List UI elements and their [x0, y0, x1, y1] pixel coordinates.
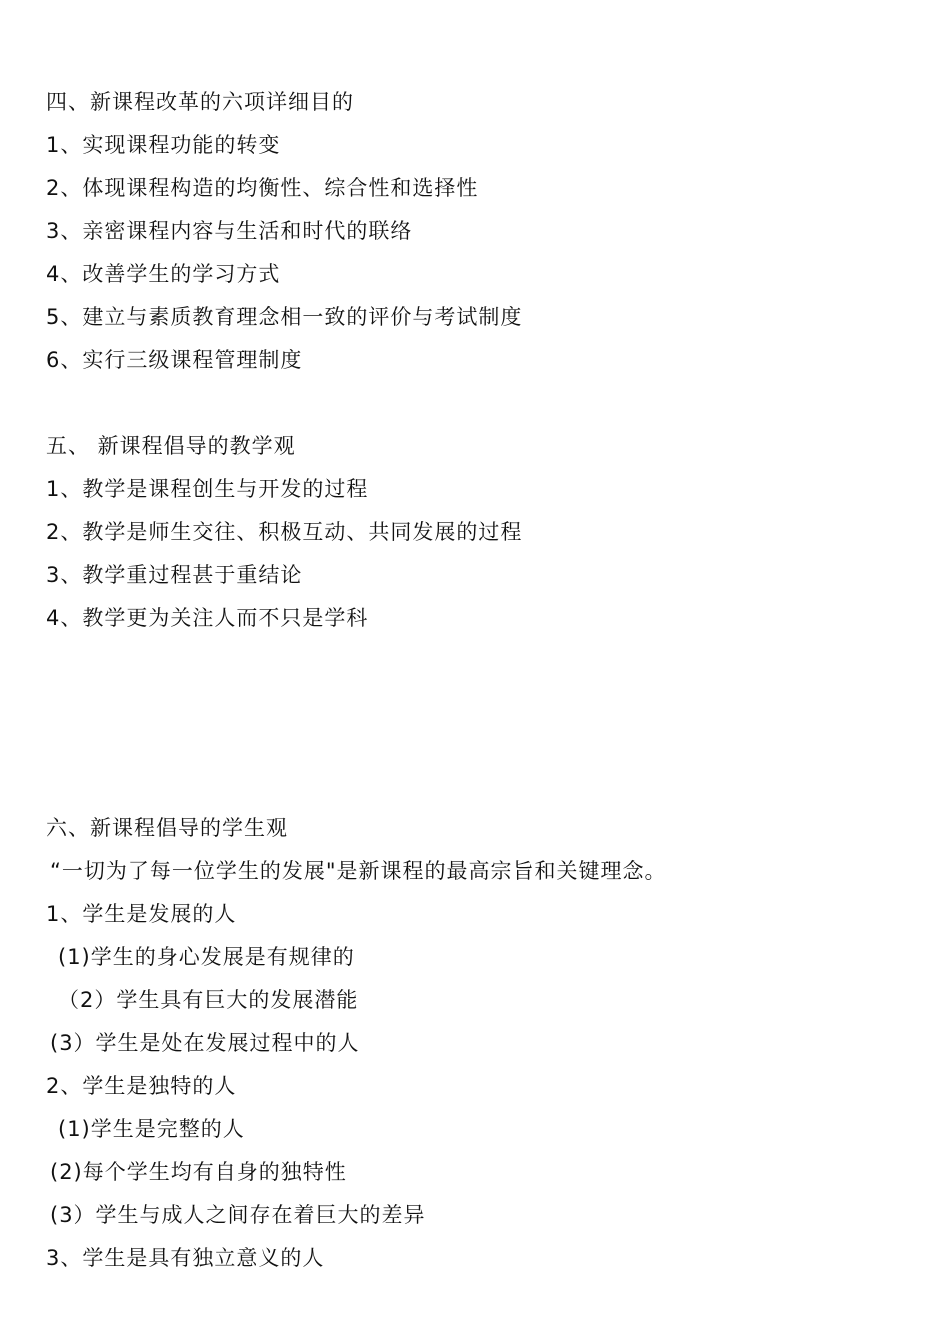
section4-item-1: 1、实现课程功能的转变 [46, 133, 281, 157]
section6-point-2-sub-1: (1)学生是完整的人 [58, 1117, 245, 1141]
section5-item-4: 4、教学更为关注人而不只是学科 [46, 606, 369, 630]
section6-heading: 六、新课程倡导的学生观 [46, 816, 288, 840]
section6-point-2: 2、学生是独特的人 [46, 1074, 237, 1098]
section6-point-1-sub-1: (1)学生的身心发展是有规律的 [58, 945, 355, 969]
section5-item-2: 2、教学是师生交往、积极互动、共同发展的过程 [46, 520, 523, 544]
section6-intro: “一切为了每一位学生的发展"是新课程的最高宗旨和关键理念。 [50, 859, 667, 883]
section4-heading: 四、新课程改革的六项详细目的 [46, 90, 354, 114]
section5-item-3: 3、教学重过程甚于重结论 [46, 563, 303, 587]
section6-point-1-sub-3: (3）学生是处在发展过程中的人 [50, 1031, 360, 1055]
section5-item-1: 1、教学是课程创生与开发的过程 [46, 477, 369, 501]
section6-point-3: 3、学生是具有独立意义的人 [46, 1246, 325, 1270]
section4-item-6: 6、实行三级课程管理制度 [46, 348, 303, 372]
section5-heading: 五、 新课程倡导的教学观 [46, 434, 296, 458]
section4-item-3: 3、亲密课程内容与生活和时代的联络 [46, 219, 413, 243]
section4-item-4: 4、改善学生的学习方式 [46, 262, 281, 286]
section6-point-1-sub-2: （2）学生具有巨大的发展潜能 [58, 988, 359, 1012]
section6-point-2-sub-2: (2)每个学生均有自身的独特性 [50, 1160, 347, 1184]
section4-item-2: 2、体现课程构造的均衡性、综合性和选择性 [46, 176, 479, 200]
section6-point-2-sub-3: (3）学生与成人之间存在着巨大的差异 [50, 1203, 426, 1227]
section4-item-5: 5、建立与素质教育理念相一致的评价与考试制度 [46, 305, 523, 329]
section6-point-1: 1、学生是发展的人 [46, 902, 237, 926]
